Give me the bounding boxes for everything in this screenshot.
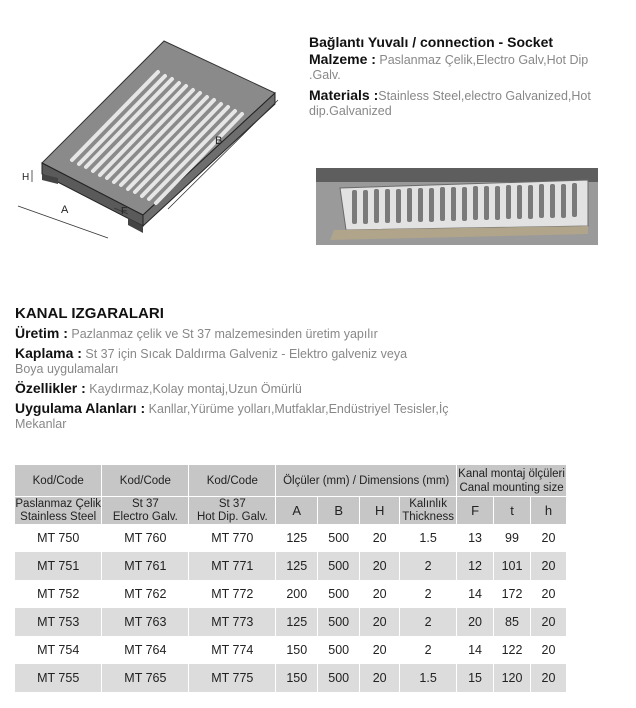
table-cell: 101: [494, 552, 531, 580]
table-cell: 150: [276, 664, 318, 692]
uygulama-text: Kanllar,Yürüme yolları,Mutfaklar,Endüstriyel Tesisler,İç Mekanlar: [15, 402, 449, 431]
sub-f: F: [457, 497, 494, 525]
table-cell: 20: [530, 552, 566, 580]
table-row: [15, 552, 567, 580]
table-cell: 20: [360, 636, 400, 664]
header-kod-2: Kod/Code: [102, 465, 189, 497]
table-cell: MT 751: [15, 552, 102, 580]
table-cell: MT 754: [15, 636, 102, 664]
table-cell: MT 755: [15, 664, 102, 692]
ozellikler-text: Kaydırmaz,Kolay montaj,Uzun Ömürlü: [85, 382, 302, 396]
dimension-label-a: A: [61, 204, 69, 216]
table-cell: MT 773: [189, 608, 276, 636]
dimension-label-h: H: [22, 172, 30, 183]
sub-t: t: [494, 497, 531, 525]
table-cell: 20: [360, 524, 400, 552]
uygulama-line: [15, 401, 455, 432]
materials-text: Stainless Steel,electro Galvanized,Hot dip.Galvanized: [309, 89, 591, 118]
sub-h: H: [360, 497, 400, 525]
table-cell: 500: [318, 636, 360, 664]
kaplama-line: [15, 346, 415, 377]
sub-thickness-line1: Kalınlık: [409, 497, 447, 510]
table-cell: 2: [400, 608, 457, 636]
sub-thickness-line2: Thickness: [402, 510, 454, 523]
table-cell: 125: [276, 552, 318, 580]
table-cell: 2: [400, 552, 457, 580]
table-cell: 20: [360, 580, 400, 608]
table-cell: MT 771: [189, 552, 276, 580]
table-cell: 125: [276, 608, 318, 636]
table-body: [15, 524, 567, 692]
uretim-line: [15, 326, 455, 342]
table-cell: 85: [494, 608, 531, 636]
product-table: [15, 465, 567, 692]
sub-col1-line1: Paslanmaz Çelik: [15, 497, 102, 510]
table-cell: 500: [318, 664, 360, 692]
table-cell: 20: [360, 608, 400, 636]
table-cell: 20: [360, 552, 400, 580]
malzeme-line: [309, 52, 619, 83]
table-cell: MT 775: [189, 664, 276, 692]
table-cell: MT 763: [102, 608, 189, 636]
sub-h2: h: [530, 497, 566, 525]
dimension-label-b: B: [215, 135, 223, 147]
sub-col1-line2: Stainless Steel: [20, 510, 97, 523]
sub-col3-line1: St 37: [218, 497, 246, 510]
table-cell: 99: [494, 524, 531, 552]
table-cell: 1.5: [400, 664, 457, 692]
section-title: KANAL IZGARALARI: [15, 305, 164, 322]
table-cell: 125: [276, 524, 318, 552]
sub-col3-line2: Hot Dip. Galv.: [196, 510, 268, 523]
socket-title: Bağlantı Yuvalı / connection - Socket: [309, 34, 554, 50]
table-cell: 500: [318, 608, 360, 636]
sub-col2: [102, 497, 189, 525]
table-cell: 120: [494, 664, 531, 692]
table-cell: 2: [400, 636, 457, 664]
table-row: [15, 664, 567, 692]
header-dimensions: Ölçüler (mm) / Dimensions (mm): [276, 465, 457, 497]
table-cell: 15: [457, 664, 494, 692]
malzeme-label: Malzeme :: [309, 51, 376, 67]
table-cell: 500: [318, 580, 360, 608]
table-cell: 20: [457, 608, 494, 636]
sub-col3: [189, 497, 276, 525]
table-cell: MT 765: [102, 664, 189, 692]
table-row: [15, 524, 567, 552]
uretim-label: Üretim :: [15, 325, 68, 341]
table-row: [15, 580, 567, 608]
table-cell: MT 761: [102, 552, 189, 580]
table-cell: 20: [530, 608, 566, 636]
table-cell: 172: [494, 580, 531, 608]
table-cell: 200: [276, 580, 318, 608]
table-cell: MT 764: [102, 636, 189, 664]
sub-col2-line2: Electro Galv.: [112, 510, 178, 523]
table-cell: 14: [457, 636, 494, 664]
sub-a: A: [276, 497, 318, 525]
table-cell: MT 753: [15, 608, 102, 636]
table-subheader-row: [15, 497, 567, 525]
table-cell: 20: [530, 664, 566, 692]
sub-thickness: [400, 497, 457, 525]
grating-photo: [316, 168, 598, 245]
header-mounting-1: Kanal montaj ölçüleri: [458, 467, 565, 480]
header-mounting: [457, 465, 567, 497]
sub-col1: [15, 497, 102, 525]
header-mounting-2: Canal mounting size: [459, 481, 564, 494]
table-row: [15, 636, 567, 664]
grating-diagram: [10, 38, 295, 243]
dimension-label-f: F: [121, 206, 128, 217]
ozellikler-label: Özellikler :: [15, 380, 86, 396]
table-cell: 20: [530, 636, 566, 664]
table-cell: MT 770: [189, 524, 276, 552]
kaplama-label: Kaplama :: [15, 345, 82, 361]
table-cell: 20: [530, 580, 566, 608]
table-cell: 122: [494, 636, 531, 664]
header-kod-3: Kod/Code: [189, 465, 276, 497]
uygulama-label: Uygulama Alanları :: [15, 400, 146, 416]
uretim-text: Pazlanmaz çelik ve St 37 malzemesinden üretim yapılır: [67, 327, 378, 341]
table-cell: 20: [530, 524, 566, 552]
table-cell: 500: [318, 552, 360, 580]
table-cell: 20: [360, 664, 400, 692]
sub-col2-line1: St 37: [131, 497, 159, 510]
sub-b: B: [318, 497, 360, 525]
table-cell: MT 774: [189, 636, 276, 664]
table-cell: MT 772: [189, 580, 276, 608]
table-cell: MT 762: [102, 580, 189, 608]
header-kod-1: Kod/Code: [15, 465, 102, 497]
materials-label: Materials :: [309, 87, 379, 103]
malzeme-text: Paslanmaz Çelik,Electro Galv,Hot Dip .Galv.: [309, 53, 589, 82]
table-row: [15, 608, 567, 636]
table-cell: 14: [457, 580, 494, 608]
table-cell: 2: [400, 580, 457, 608]
table-cell: 1.5: [400, 524, 457, 552]
table-cell: 13: [457, 524, 494, 552]
table-cell: MT 750: [15, 524, 102, 552]
table-cell: MT 760: [102, 524, 189, 552]
table-cell: MT 752: [15, 580, 102, 608]
table-cell: 500: [318, 524, 360, 552]
ozellikler-line: [15, 381, 455, 397]
table-header-row: [15, 465, 567, 497]
table-cell: 150: [276, 636, 318, 664]
materials-line: [309, 88, 629, 119]
kaplama-text: St 37 için Sıcak Daldırma Galveniz - Elektro galveniz veya Boya uygulamaları: [15, 347, 408, 376]
table-cell: 12: [457, 552, 494, 580]
